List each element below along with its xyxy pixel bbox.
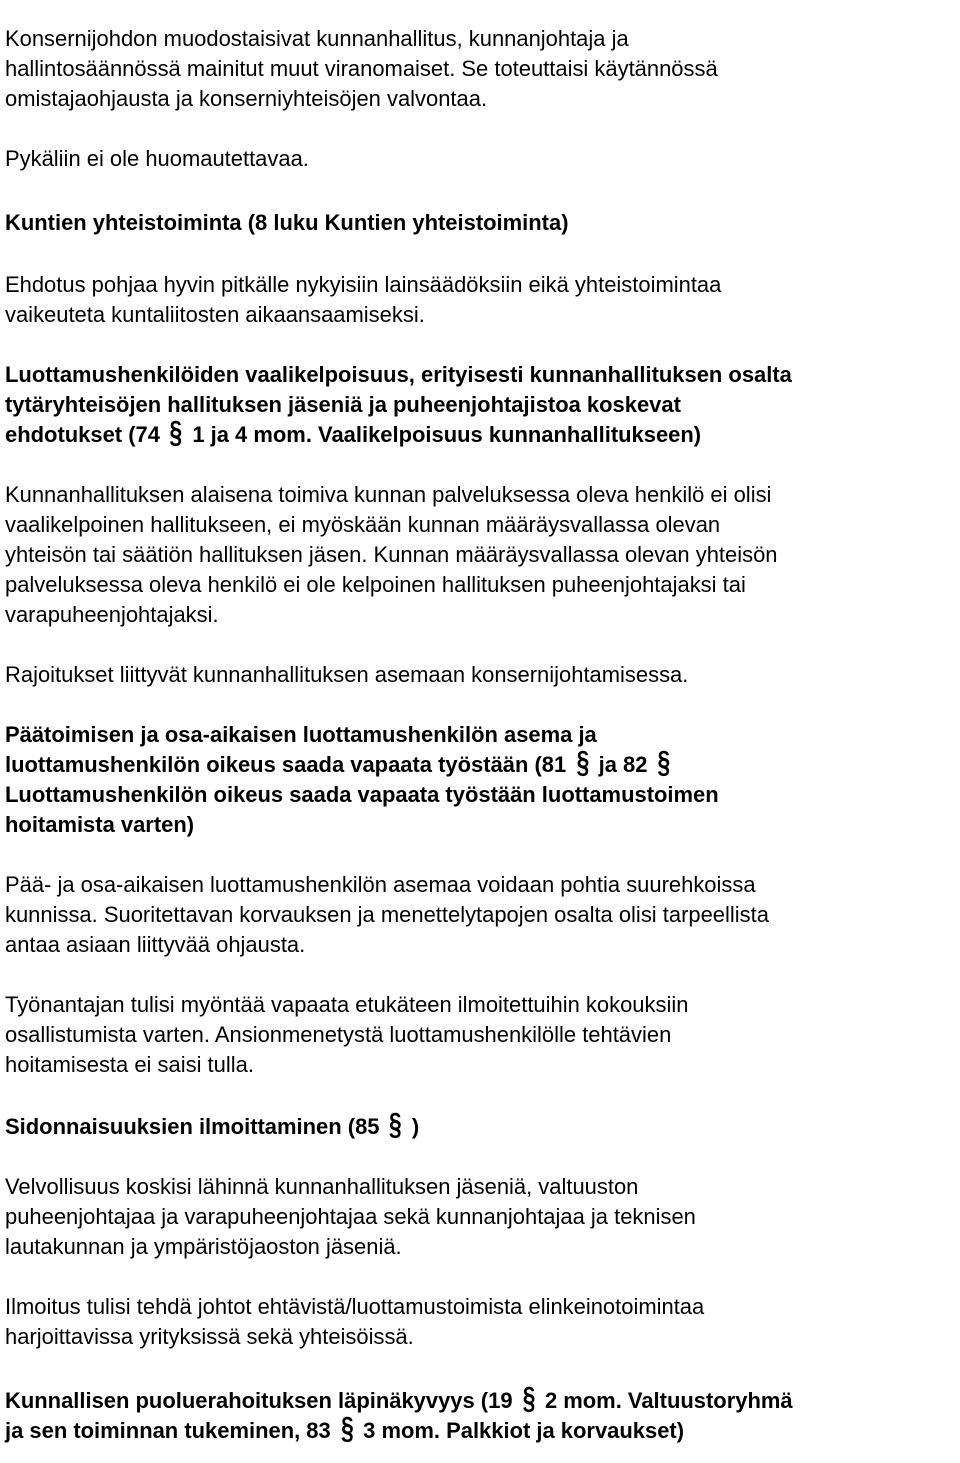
paragraph-5 bbox=[5, 480, 957, 630]
text-line bbox=[5, 84, 955, 114]
text-line bbox=[5, 144, 955, 174]
document-page bbox=[5, 0, 957, 1446]
text-line bbox=[5, 1379, 955, 1416]
text-run: antaa asiaan liittyvää ohjausta. bbox=[5, 932, 306, 957]
paragraph-8 bbox=[5, 870, 957, 960]
text-run: hoitamista varten) bbox=[5, 812, 195, 837]
text-run: Kuntien yhteistoiminta (8 luku Kuntien yhteistoiminta) bbox=[5, 210, 569, 235]
text-run: Ilmoitus tulisi tehdä johtot ehtävistä/luottamustoimista elinkeinotoimintaa bbox=[5, 1294, 705, 1319]
text-run: Sidonnaisuuksien ilmoittaminen (85 bbox=[5, 1114, 386, 1139]
text-run: Konsernijohdon muodostaisivat kunnanhallitus, kunnanjohtaja ja bbox=[5, 26, 629, 51]
paragraph-12 bbox=[5, 1292, 957, 1352]
text-line bbox=[5, 1020, 955, 1050]
text-line bbox=[5, 1202, 955, 1232]
text-run: Rajoitukset liittyvät kunnanhallituksen asemaan konsernijohtamisessa. bbox=[5, 662, 689, 687]
text-run: ja sen toiminnan tukeminen, 83 bbox=[5, 1418, 337, 1443]
section-sign: § bbox=[522, 1379, 536, 1416]
text-run: luottamushenkilön oikeus saada vapaata työstään (81 bbox=[5, 752, 573, 777]
text-run: vaalikelpoinen hallitukseen, ei myöskään kunnan määräysvallassa olevan bbox=[5, 512, 721, 537]
text-run: harjoittavissa yrityksissä sekä yhteisöissä. bbox=[5, 1324, 414, 1349]
text-line bbox=[5, 208, 955, 238]
text-line bbox=[5, 930, 955, 960]
text-line bbox=[5, 300, 955, 330]
paragraph-6 bbox=[5, 660, 957, 690]
text-line bbox=[5, 870, 955, 900]
text-line bbox=[5, 990, 955, 1020]
section-heading-2 bbox=[5, 208, 957, 238]
section-sign: § bbox=[576, 743, 589, 780]
text-run: Pykäliin ei ole huomautettavaa. bbox=[5, 146, 309, 171]
text-line bbox=[5, 810, 955, 840]
text-run: Ehdotus pohjaa hyvin pitkälle nykyisiin lainsäädöksiin eikä yhteistoimintaa bbox=[5, 272, 722, 297]
text-line bbox=[5, 360, 955, 390]
text-line bbox=[5, 1322, 955, 1352]
text-line bbox=[5, 1409, 955, 1446]
text-line bbox=[5, 540, 955, 570]
text-run: Työnantajan tulisi myöntää vapaata etukäteen ilmoitettuihin kokouksiin bbox=[5, 992, 689, 1017]
text-run: lautakunnan ja ympäristöjaoston jäseniä. bbox=[5, 1234, 402, 1259]
text-run: yhteisön tai säätiön hallituksen jäsen. Kunnan määräysvallassa olevan yhteisön bbox=[5, 542, 778, 567]
text-line bbox=[5, 1292, 955, 1322]
text-run: varapuheenjohtajaksi. bbox=[5, 602, 219, 627]
text-run: ) bbox=[405, 1114, 420, 1139]
section-sign: § bbox=[340, 1409, 354, 1446]
text-line bbox=[5, 24, 955, 54]
text-line bbox=[5, 720, 955, 750]
text-run: palveluksessa oleva henkilö ei ole kelpoinen hallituksen puheenjohtajaksi tai bbox=[5, 572, 746, 597]
section-sign: § bbox=[657, 743, 671, 780]
text-run: Pää- ja osa-aikaisen luottamushenkilön asemaa voidaan pohtia suurehkoissa bbox=[5, 872, 756, 897]
text-run: osallistumista varten. Ansionmenetystä luottamushenkilölle tehtävien bbox=[5, 1022, 672, 1047]
paragraph-3 bbox=[5, 270, 957, 330]
text-run: tytäryhteisöjen hallituksen jäseniä ja puheenjohtajistoa koskevat bbox=[5, 392, 681, 417]
text-run: omistajaohjausta ja konserniyhteisöjen valvontaa. bbox=[5, 86, 488, 111]
text-line bbox=[5, 600, 955, 630]
text-line bbox=[5, 743, 955, 780]
text-line bbox=[5, 1050, 955, 1080]
text-line bbox=[5, 570, 955, 600]
section-heading-10 bbox=[5, 1105, 957, 1142]
text-run: puheenjohtajaa ja varapuheenjohtajaa sekä kunnanjohtajaa ja teknisen bbox=[5, 1204, 696, 1229]
text-run: 1 ja 4 mom. Vaalikelpoisuus kunnanhallitukseen) bbox=[186, 422, 702, 447]
text-run: hallintosäännössä mainitut muut viranomaiset. Se toteuttaisi käytännössä bbox=[5, 56, 718, 81]
text-line bbox=[5, 270, 955, 300]
text-line bbox=[5, 780, 955, 810]
paragraph-0 bbox=[5, 24, 957, 114]
paragraph-11 bbox=[5, 1172, 957, 1262]
section-heading-7 bbox=[5, 720, 957, 840]
text-line bbox=[5, 413, 955, 450]
section-sign: § bbox=[389, 1105, 403, 1142]
text-run: Kunnallisen puoluerahoituksen läpinäkyvyys (19 bbox=[5, 1388, 519, 1413]
text-run: 2 mom. Valtuustoryhmä bbox=[538, 1388, 793, 1413]
paragraph-1 bbox=[5, 144, 957, 174]
text-run: ehdotukset (74 bbox=[5, 422, 167, 447]
text-run: Kunnanhallituksen alaisena toimiva kunnan palveluksessa oleva henkilö ei olisi bbox=[5, 482, 772, 507]
text-line bbox=[5, 1105, 955, 1142]
text-line bbox=[5, 54, 955, 84]
text-line bbox=[5, 660, 955, 690]
text-run: vaikeuteta kuntaliitosten aikaansaamiseksi. bbox=[5, 302, 425, 327]
text-line bbox=[5, 510, 955, 540]
text-run: Luottamushenkilön oikeus saada vapaata työstään luottamustoimen bbox=[5, 782, 719, 807]
text-line bbox=[5, 480, 955, 510]
section-heading-13 bbox=[5, 1379, 957, 1446]
section-heading-4 bbox=[5, 360, 957, 450]
text-line bbox=[5, 1172, 955, 1202]
text-line bbox=[5, 1232, 955, 1262]
text-run: Päätoimisen ja osa-aikaisen luottamushenkilön asema ja bbox=[5, 722, 597, 747]
paragraph-9 bbox=[5, 990, 957, 1080]
text-run: Luottamushenkilöiden vaalikelpoisuus, erityisesti kunnanhallituksen osalta bbox=[5, 362, 792, 387]
text-run: Velvollisuus koskisi lähinnä kunnanhallituksen jäseniä, valtuuston bbox=[5, 1174, 639, 1199]
text-run: kunnissa. Suoritettavan korvauksen ja menettelytapojen osalta olisi tarpeellista bbox=[5, 902, 769, 927]
text-run: 3 mom. Palkkiot ja korvaukset) bbox=[357, 1418, 685, 1443]
text-line bbox=[5, 390, 955, 420]
text-run: hoitamisesta ei saisi tulla. bbox=[5, 1052, 254, 1077]
text-run: ja 82 bbox=[592, 752, 654, 777]
section-sign: § bbox=[169, 413, 183, 450]
text-line bbox=[5, 900, 955, 930]
